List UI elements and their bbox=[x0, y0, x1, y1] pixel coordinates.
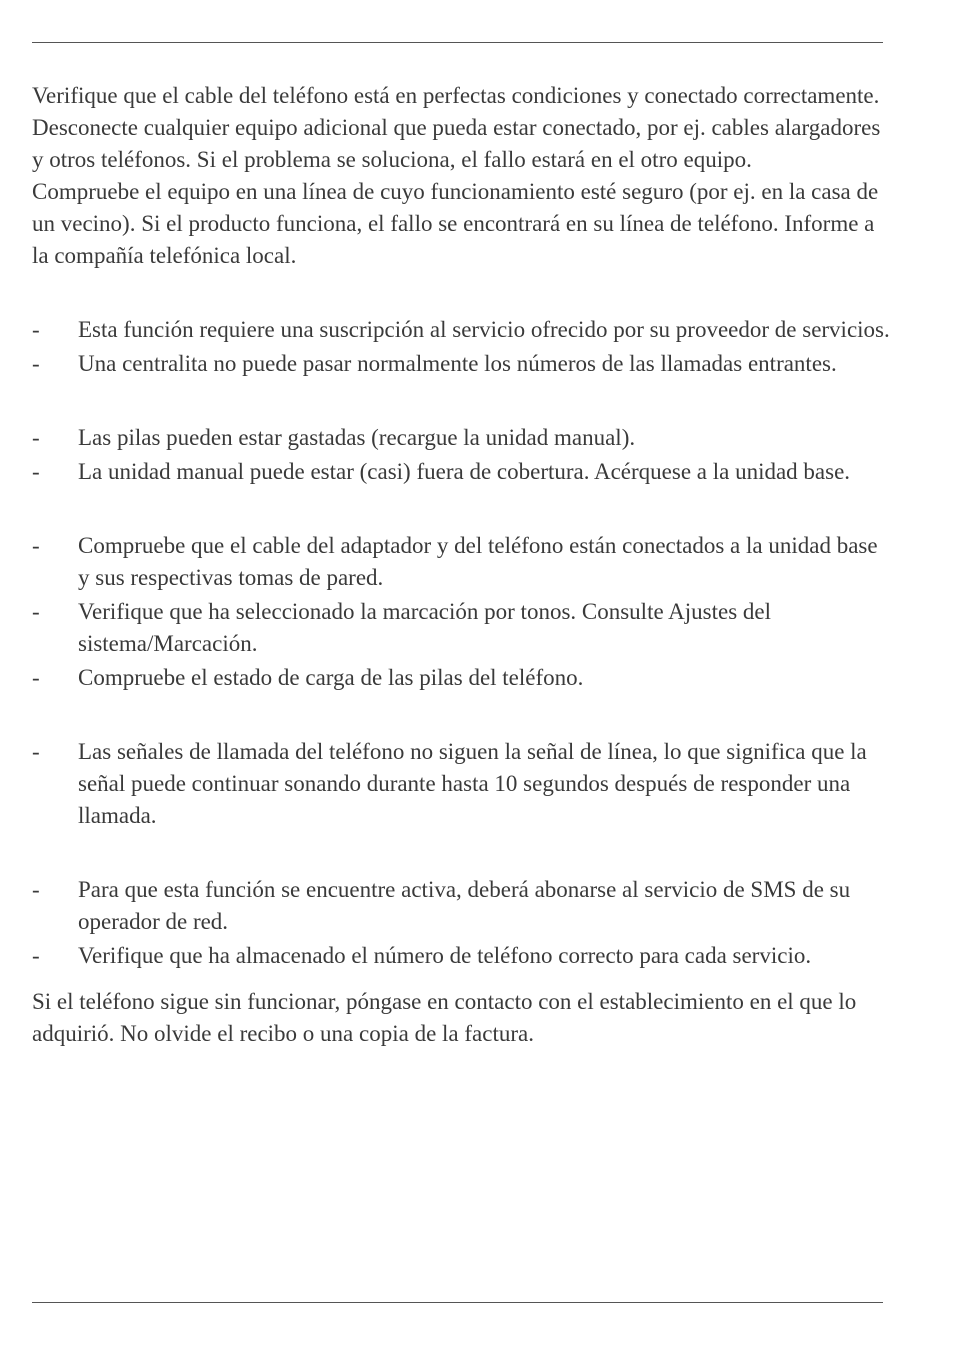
list-item bbox=[32, 874, 892, 938]
list-item bbox=[32, 662, 892, 694]
bullet-dash: - bbox=[32, 665, 40, 690]
intro-section bbox=[32, 80, 892, 272]
list-item bbox=[32, 422, 892, 454]
bullet-dash: - bbox=[32, 943, 40, 968]
list-item-text: Las señales de llamada del teléfono no siguen la señal de línea, lo que significa que la señal puede continuar sonando durante hasta 10 segundos después de responder una llamada. bbox=[78, 739, 867, 828]
list-item-text: Verifique que ha seleccionado la marcación por tonos. Consulte Ajustes del sistema/Marcación. bbox=[78, 599, 771, 656]
list-item bbox=[32, 348, 892, 380]
list-item-text: Compruebe el estado de carga de las pilas del teléfono. bbox=[78, 665, 584, 690]
list-item-text: La unidad manual puede estar (casi) fuera de cobertura. Acérquese a la unidad base. bbox=[78, 459, 851, 484]
list-item bbox=[32, 314, 892, 346]
bullet-dash: - bbox=[32, 317, 40, 342]
bullet-dash: - bbox=[32, 351, 40, 376]
bullet-group bbox=[32, 422, 892, 488]
bullet-dash: - bbox=[32, 533, 40, 558]
bullet-dash: - bbox=[32, 739, 40, 764]
bullet-dash: - bbox=[32, 877, 40, 902]
bottom-divider bbox=[32, 1302, 883, 1303]
bullet-group bbox=[32, 530, 892, 694]
list-item bbox=[32, 736, 892, 832]
top-divider bbox=[32, 42, 883, 43]
list-item-text: Esta función requiere una suscripción al servicio ofrecido por su proveedor de servicios. bbox=[78, 317, 890, 342]
list-item-text: Verifique que ha almacenado el número de teléfono correcto para cada servicio. bbox=[78, 943, 812, 968]
list-item-text: Para que esta función se encuentre activa, deberá abonarse al servicio de SMS de su operador de red. bbox=[78, 877, 851, 934]
document-body bbox=[32, 80, 892, 1050]
list-item bbox=[32, 940, 892, 972]
bullet-dash: - bbox=[32, 599, 40, 624]
list-item bbox=[32, 456, 892, 488]
list-item-text: Compruebe que el cable del adaptador y del teléfono están conectados a la unidad base y sus respectivas tomas de pared. bbox=[78, 533, 878, 590]
intro-paragraph: Verifique que el cable del teléfono está en perfectas condiciones y conectado correctamente. Desconecte cualquier equipo adicional que pueda estar conectado, por ej. cables alargadores y otros teléfonos. Si el problema se soluciona, el fallo estará en el otro equipo. bbox=[32, 83, 881, 172]
list-item bbox=[32, 596, 892, 660]
bullet-dash: - bbox=[32, 459, 40, 484]
bullet-dash: - bbox=[32, 425, 40, 450]
list-item bbox=[32, 530, 892, 594]
bullet-group bbox=[32, 314, 892, 380]
bullet-group bbox=[32, 874, 892, 972]
bullet-group bbox=[32, 736, 892, 832]
list-item-text: Las pilas pueden estar gastadas (recargue la unidad manual). bbox=[78, 425, 636, 450]
intro-paragraph: Compruebe el equipo en una línea de cuyo funcionamiento esté seguro (por ej. en la casa de un vecino). Si el producto funciona, el fallo se encontrará en su línea de teléfono. Informe a la compañía telefónica local. bbox=[32, 179, 879, 268]
closing-paragraph: Si el teléfono sigue sin funcionar, póngase en contacto con el establecimiento en el que lo adquirió. No olvide el recibo o una copia de la factura. bbox=[32, 989, 857, 1046]
list-item-text: Una centralita no puede pasar normalmente los números de las llamadas entrantes. bbox=[78, 351, 837, 376]
